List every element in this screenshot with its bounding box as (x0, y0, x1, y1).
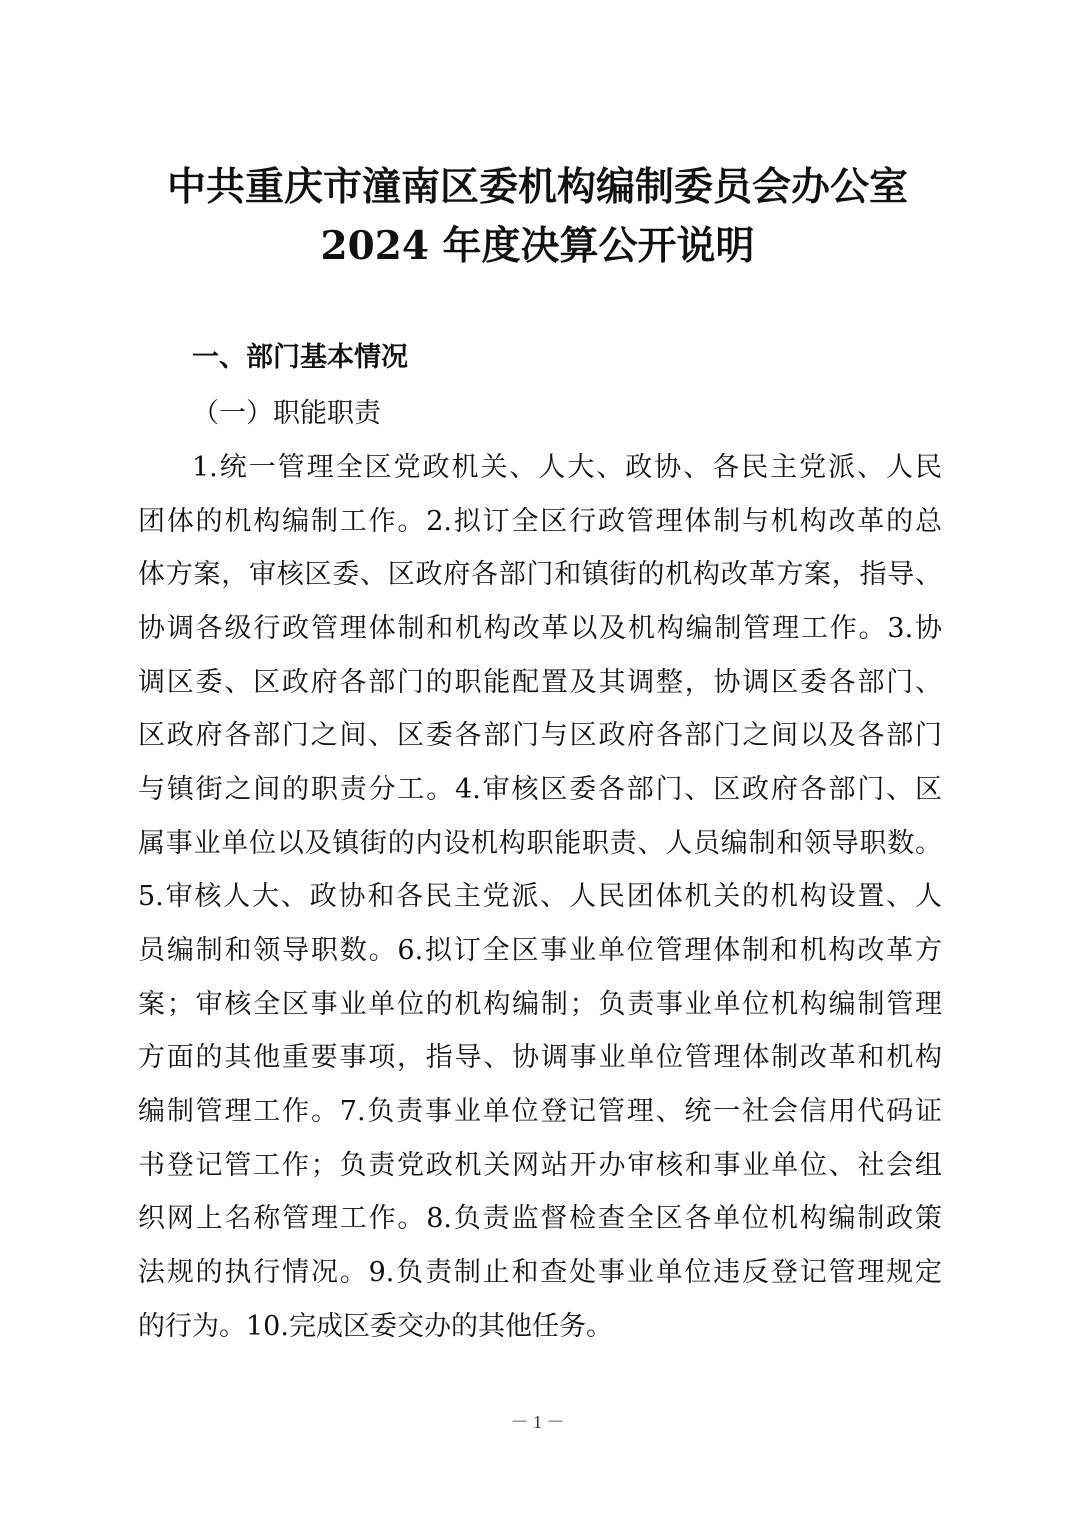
body-text-line: 5.审核人大、政协和各民主党派、人民团体机关的机构设置、人 (138, 881, 942, 912)
body-text-line: 区政府各部门之间、区委各部门与区政府各部门之间以及各部门 (138, 720, 942, 751)
section-heading: 一、部门基本情况 (192, 342, 408, 373)
document-title-line-1: 中共重庆市潼南区委机构编制委员会办公室 (166, 164, 908, 210)
subsection-heading: （一）职能职责 (192, 398, 381, 429)
body-text-line: 调区委、区政府各部门的职能配置及其调整，协调区委各部门、 (138, 667, 942, 698)
body-text-line: 协调各级行政管理体制和机构改革以及机构编制管理工作。3.协 (138, 613, 942, 644)
body-text-line: 体方案，审核区委、区政府各部门和镇街的机构改革方案，指导、 (138, 559, 942, 590)
body-text-line: 与镇街之间的职责分工。4.审核区委各部门、区政府各部门、区 (138, 774, 942, 805)
body-text-line: 1.统一管理全区党政机关、人大、政协、各民主党派、人民 (192, 452, 942, 483)
body-text-line: 员编制和领导职数。6.拟订全区事业单位管理体制和机构改革方 (138, 935, 942, 966)
body-text-line: 编制管理工作。7.负责事业单位登记管理、统一社会信用代码证 (138, 1096, 942, 1127)
body-text-line: 方面的其他重要事项，指导、协调事业单位管理体制改革和机构 (138, 1042, 942, 1073)
body-text-line: 团体的机构编制工作。2.拟订全区行政管理体制与机构改革的总 (138, 506, 942, 537)
body-text-line: 书登记管工作；负责党政机关网站开办审核和事业单位、社会组 (138, 1150, 942, 1181)
document-title-line-2: 2024 年度决算公开说明 (320, 223, 755, 269)
body-text-line: 案；审核全区事业单位的机构编制；负责事业单位机构编制管理 (138, 989, 942, 1020)
body-text-line: 法规的执行情况。9.负责制止和查处事业单位违反登记管理规定 (138, 1257, 942, 1288)
body-text-line: 的行为。10.完成区委交办的其他任务。 (138, 1311, 613, 1342)
body-text-line: 织网上名称管理工作。8.负责监督检查全区各单位机构编制政策 (138, 1203, 942, 1234)
body-text-line: 属事业单位以及镇街的内设机构职能职责、人员编制和领导职数。 (138, 828, 942, 859)
page-number: － 1 － (510, 1412, 565, 1432)
